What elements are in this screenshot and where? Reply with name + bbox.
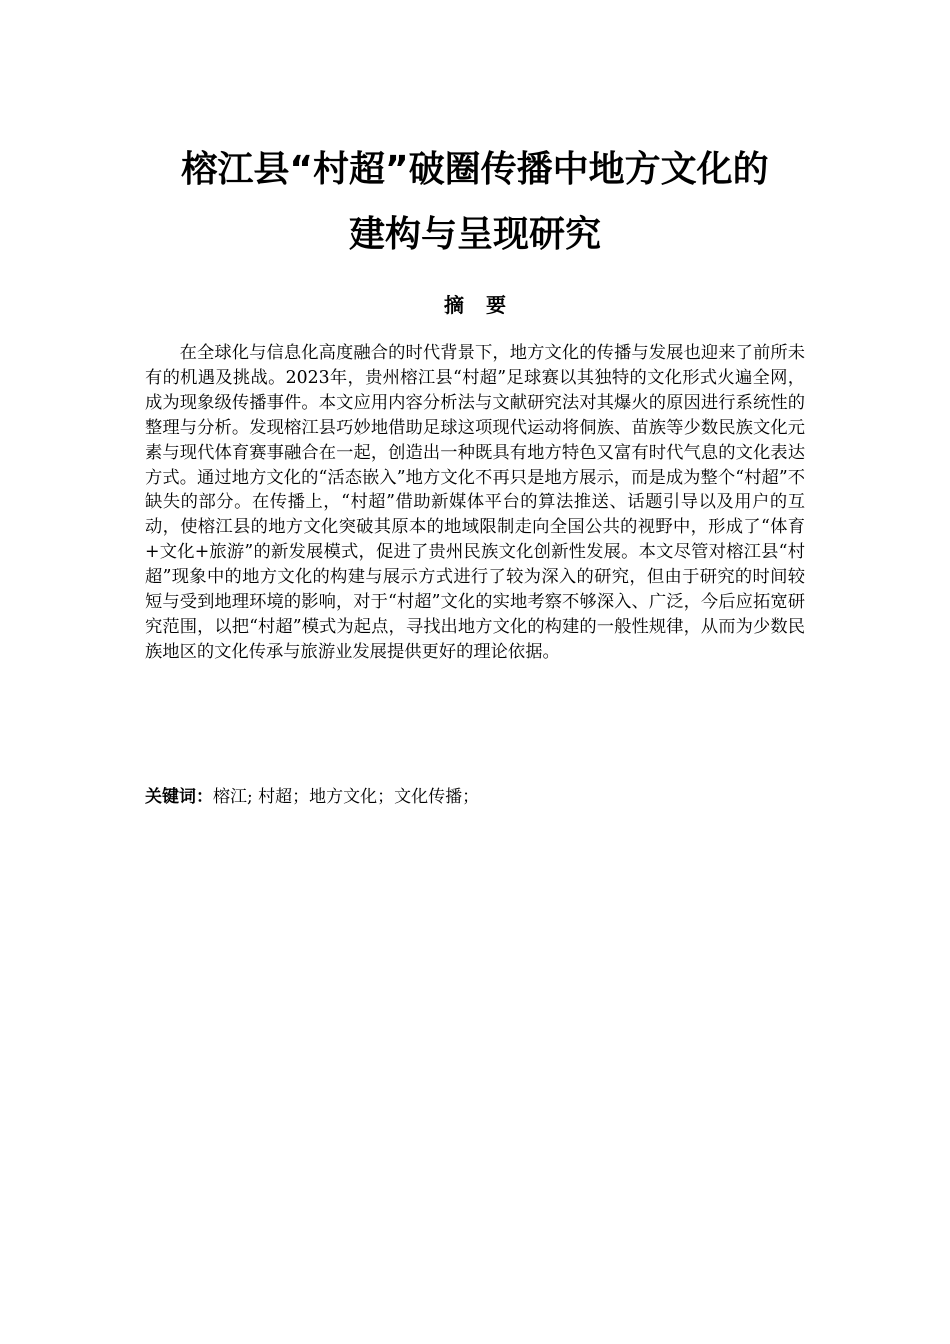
abstract-heading: 摘要 xyxy=(444,293,528,317)
abstract-paragraph: 在全球化与信息化高度融合的时代背景下，地方文化的传播与发展也迎来了前所未有的机遇及挑战。2023年，贵州榕江县“村超”足球赛以其独特的文化形式火遍全网，成为现象级传播事件。本文应用内容分析法与文献研究法对其爆火的原因进行系统性的整理与分析。发现榕江县巧妙地借助足球这项现代运动将侗族、苗族等少数民族文化元素与现代体育赛事融合在一起，创造出一种既具有地方特色又富有时代气息的文化表达方式。通过地方文化的“活态嵌入”地方文化不再只是地方展示，而是成为整个“村超”不缺失的部分。在传播上，“村超”借助新媒体平台的算法推送、话题引导以及用户的互动，使榕江县的地方文化突破其原本的地域限制走向全国公共的视野中，形成了“体育+文化+旅游”的新发展模式，促进了贵州民族文化创新性发展。本文尽管对榕江县“村超”现象中的地方文化的构建与展示方式进行了较为深入的研究，但由于研究的时间较短与受到地理环境的影响，对于“村超”文化的实地考察不够深入、广泛，今后应拓宽研究范围，以把“村超”模式为起点，寻找出地方文化的构建的一般性规律，从而为少数民族地区的文化传承与旅游业发展提供更好的理论依据。 xyxy=(145,343,805,662)
keywords-line xyxy=(145,784,805,810)
keywords-label: 关键词： xyxy=(145,787,213,807)
keywords-text: 榕江; 村超；地方文化；文化传播； xyxy=(213,787,480,807)
paper-title-line-1: 榕江县“村超”破圈传播中地方文化的 xyxy=(181,149,769,190)
paper-title-line-2: 建构与呈现研究 xyxy=(348,214,601,255)
